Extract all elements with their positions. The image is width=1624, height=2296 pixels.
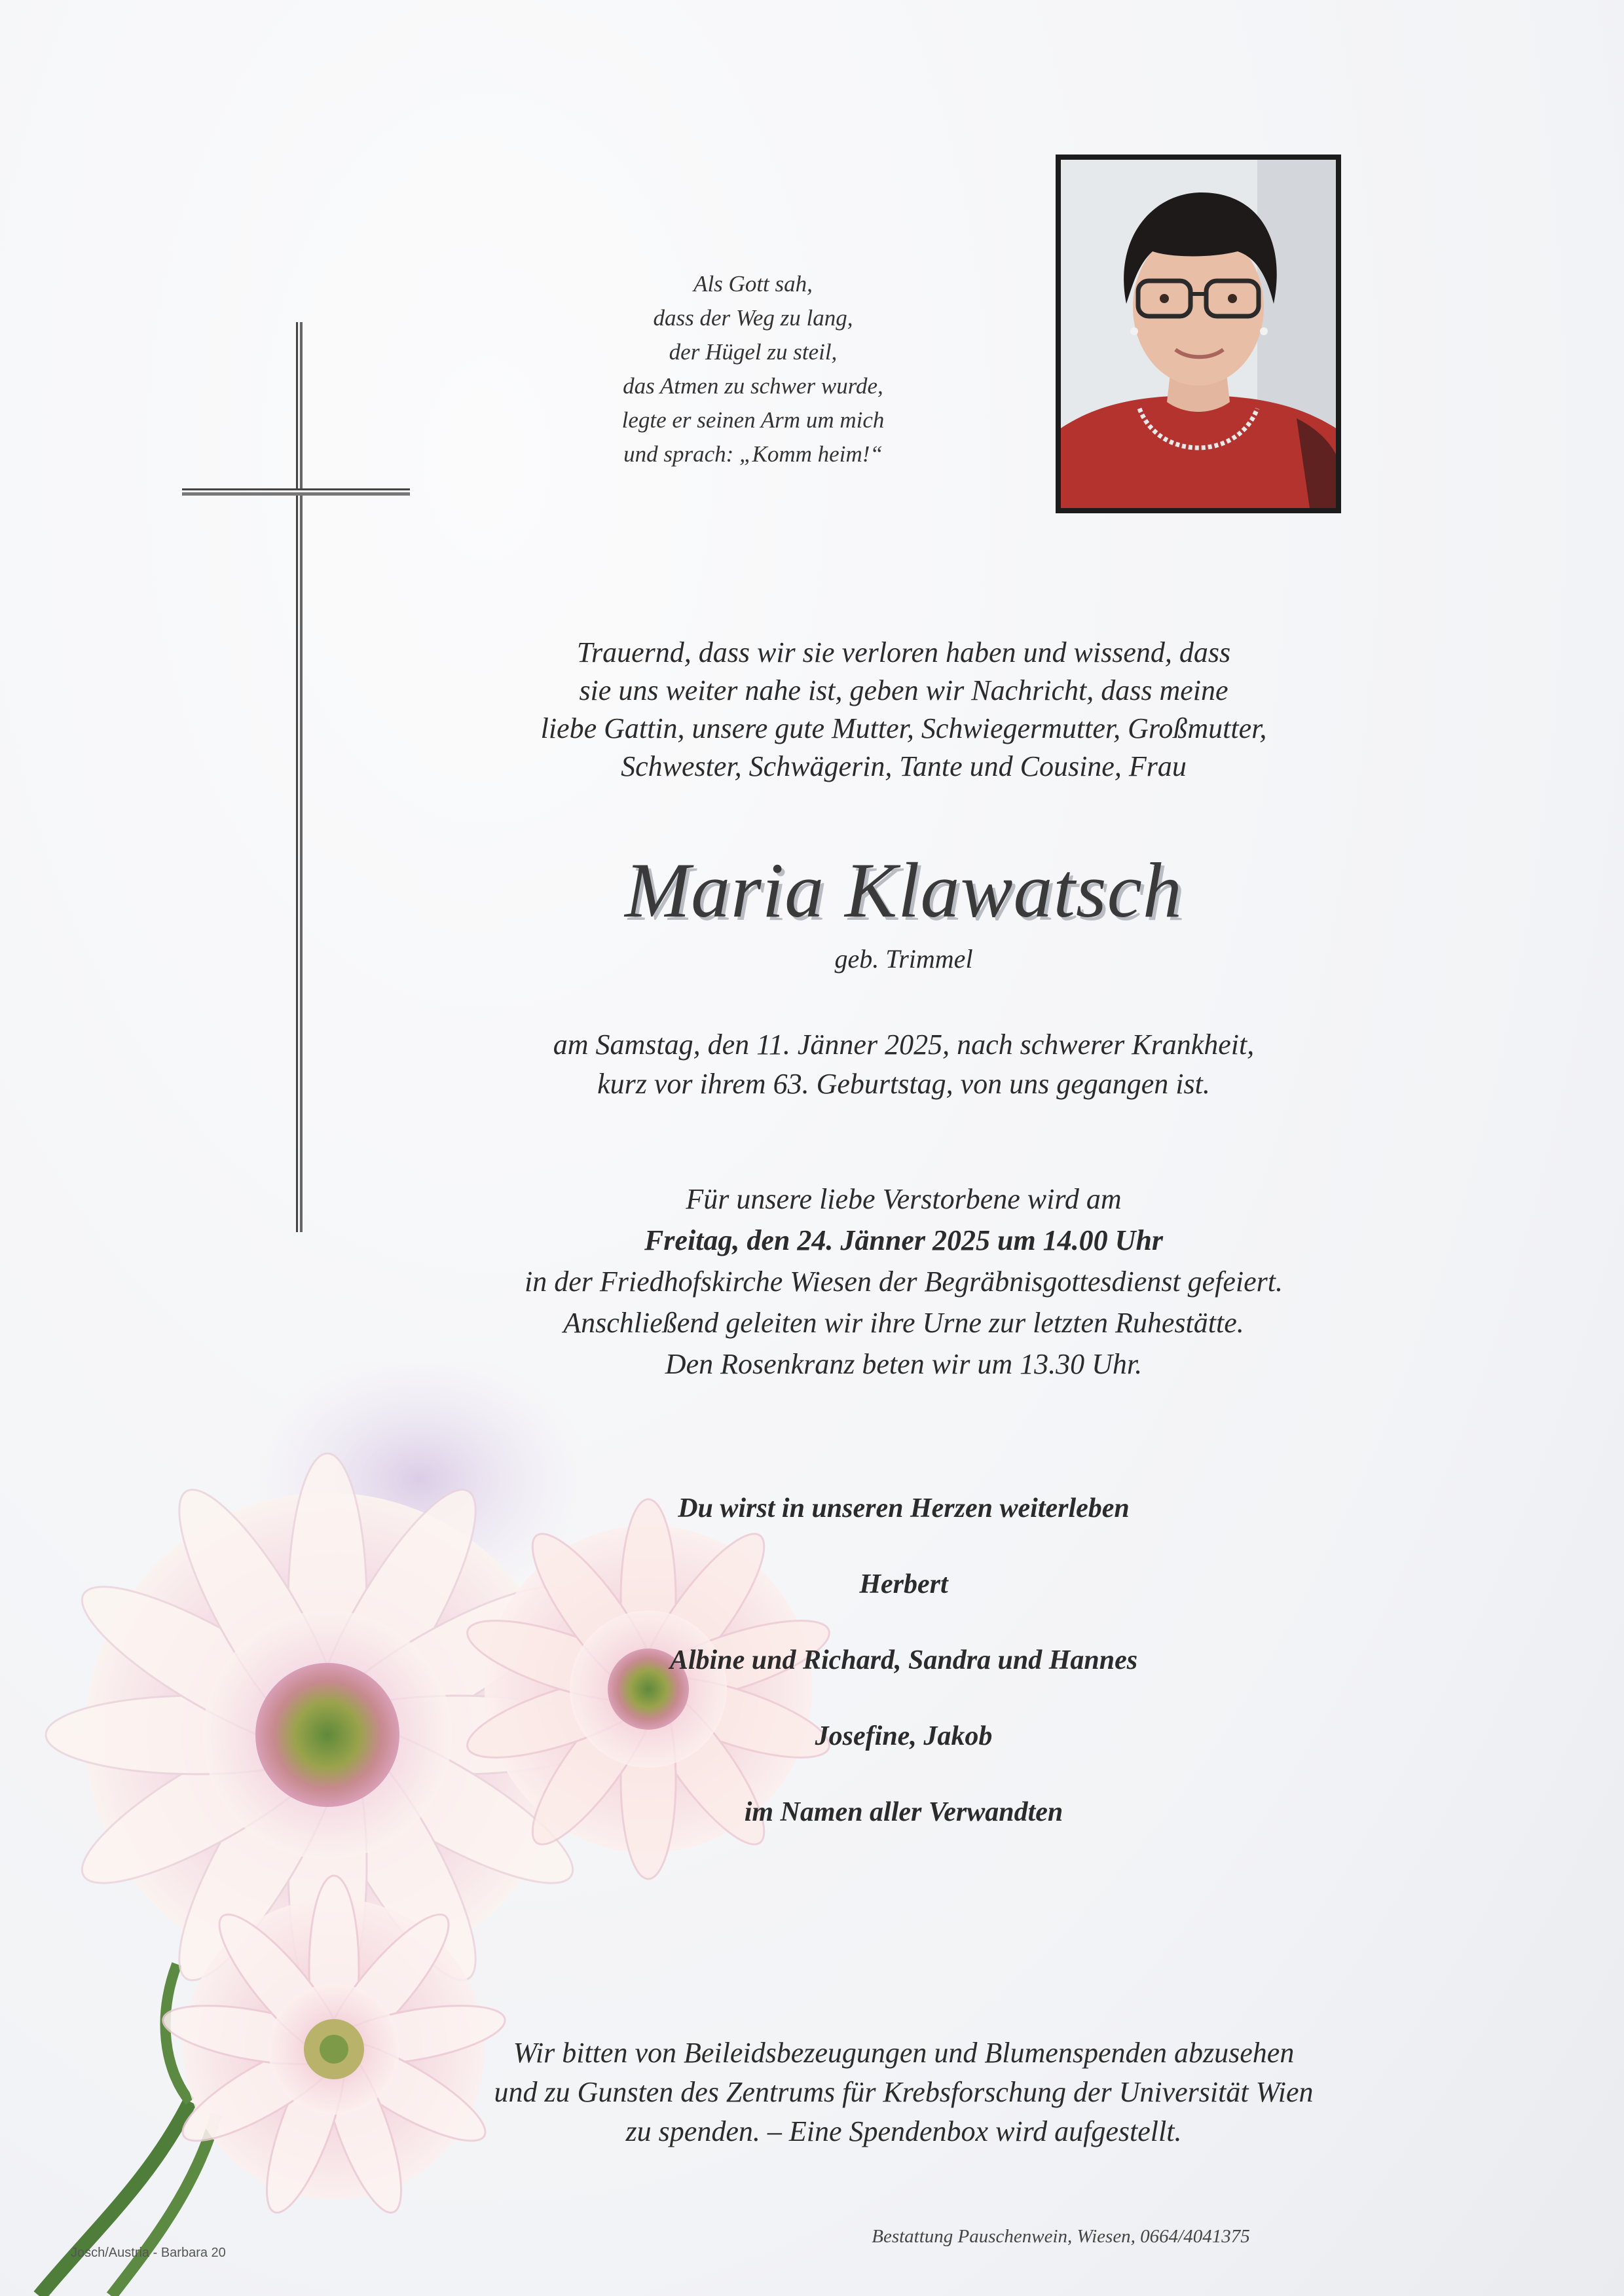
death-notice-line: am Samstag, den 11. Jänner 2025, nach schwerer Krankheit, — [553, 1029, 1255, 1061]
family-line: Du wirst in unseren Herzen weiterleben — [678, 1493, 1130, 1523]
intro-line: liebe Gattin, unsere gute Mutter, Schwiegermutter, Großmutter, — [540, 712, 1267, 744]
cross-icon-vertical — [296, 322, 303, 1232]
poem-line: das Atmen zu schwer wurde, — [623, 373, 883, 399]
intro-text — [367, 634, 1441, 786]
maiden-name: geb. Trimmel — [834, 944, 973, 974]
service-date: Freitag, den 24. Jänner 2025 um 14.00 Uhr — [644, 1224, 1164, 1256]
service-line: Den Rosenkranz beten wir um 13.30 Uhr. — [665, 1348, 1143, 1380]
request-line: Wir bitten von Beileidsbezeugungen und Blumenspenden abzusehen — [513, 2037, 1295, 2069]
family-line: Albine und Richard, Sandra und Hannes — [669, 1645, 1138, 1675]
service-info — [367, 1178, 1441, 1385]
service-line: in der Friedhofskirche Wiesen der Begräbnisgottesdienst gefeiert. — [524, 1266, 1283, 1298]
poem — [537, 267, 969, 471]
poem-line: Als Gott sah, — [693, 271, 813, 297]
image-credit: Josch/Austria - Barbara 20 — [71, 2246, 226, 2260]
intro-line: Trauernd, dass wir sie verloren haben und wissend, dass — [576, 636, 1231, 668]
family-signatures — [367, 1470, 1441, 1850]
poem-line: der Hügel zu steil, — [669, 339, 838, 365]
service-line: Anschließend geleiten wir ihre Urne zur letzten Ruhestätte. — [563, 1307, 1244, 1339]
request-line: zu spenden. – Eine Spendenbox wird aufgestellt. — [625, 2115, 1182, 2147]
family-line: Herbert — [859, 1569, 948, 1599]
poem-line: legte er seinen Arm um mich — [621, 407, 885, 433]
death-notice — [367, 1025, 1441, 1104]
portrait-photo — [1056, 155, 1341, 513]
family-line: im Namen aller Verwandten — [744, 1797, 1063, 1827]
donation-request — [367, 2033, 1441, 2151]
portrait-image — [1061, 160, 1336, 508]
deceased-name: Maria Klawatsch — [625, 847, 1183, 934]
cross-icon-horizontal — [182, 488, 410, 496]
intro-line: Schwester, Schwägerin, Tante und Cousine, Frau — [621, 750, 1187, 782]
undertaker-info: Bestattung Pauschenwein, Wiesen, 0664/4041375 — [872, 2226, 1250, 2247]
request-line: und zu Gunsten des Zentrums für Krebsforschung der Universität Wien — [494, 2076, 1314, 2108]
poem-line: dass der Weg zu lang, — [653, 305, 853, 331]
family-line: Josefine, Jakob — [815, 1721, 993, 1751]
poem-line: und sprach: „Komm heim!“ — [623, 441, 883, 467]
service-line: Für unsere liebe Verstorbene wird am — [686, 1183, 1122, 1215]
intro-line: sie uns weiter nahe ist, geben wir Nachricht, dass meine — [579, 674, 1228, 706]
death-notice-line: kurz vor ihrem 63. Geburtstag, von uns gegangen ist. — [597, 1068, 1210, 1100]
